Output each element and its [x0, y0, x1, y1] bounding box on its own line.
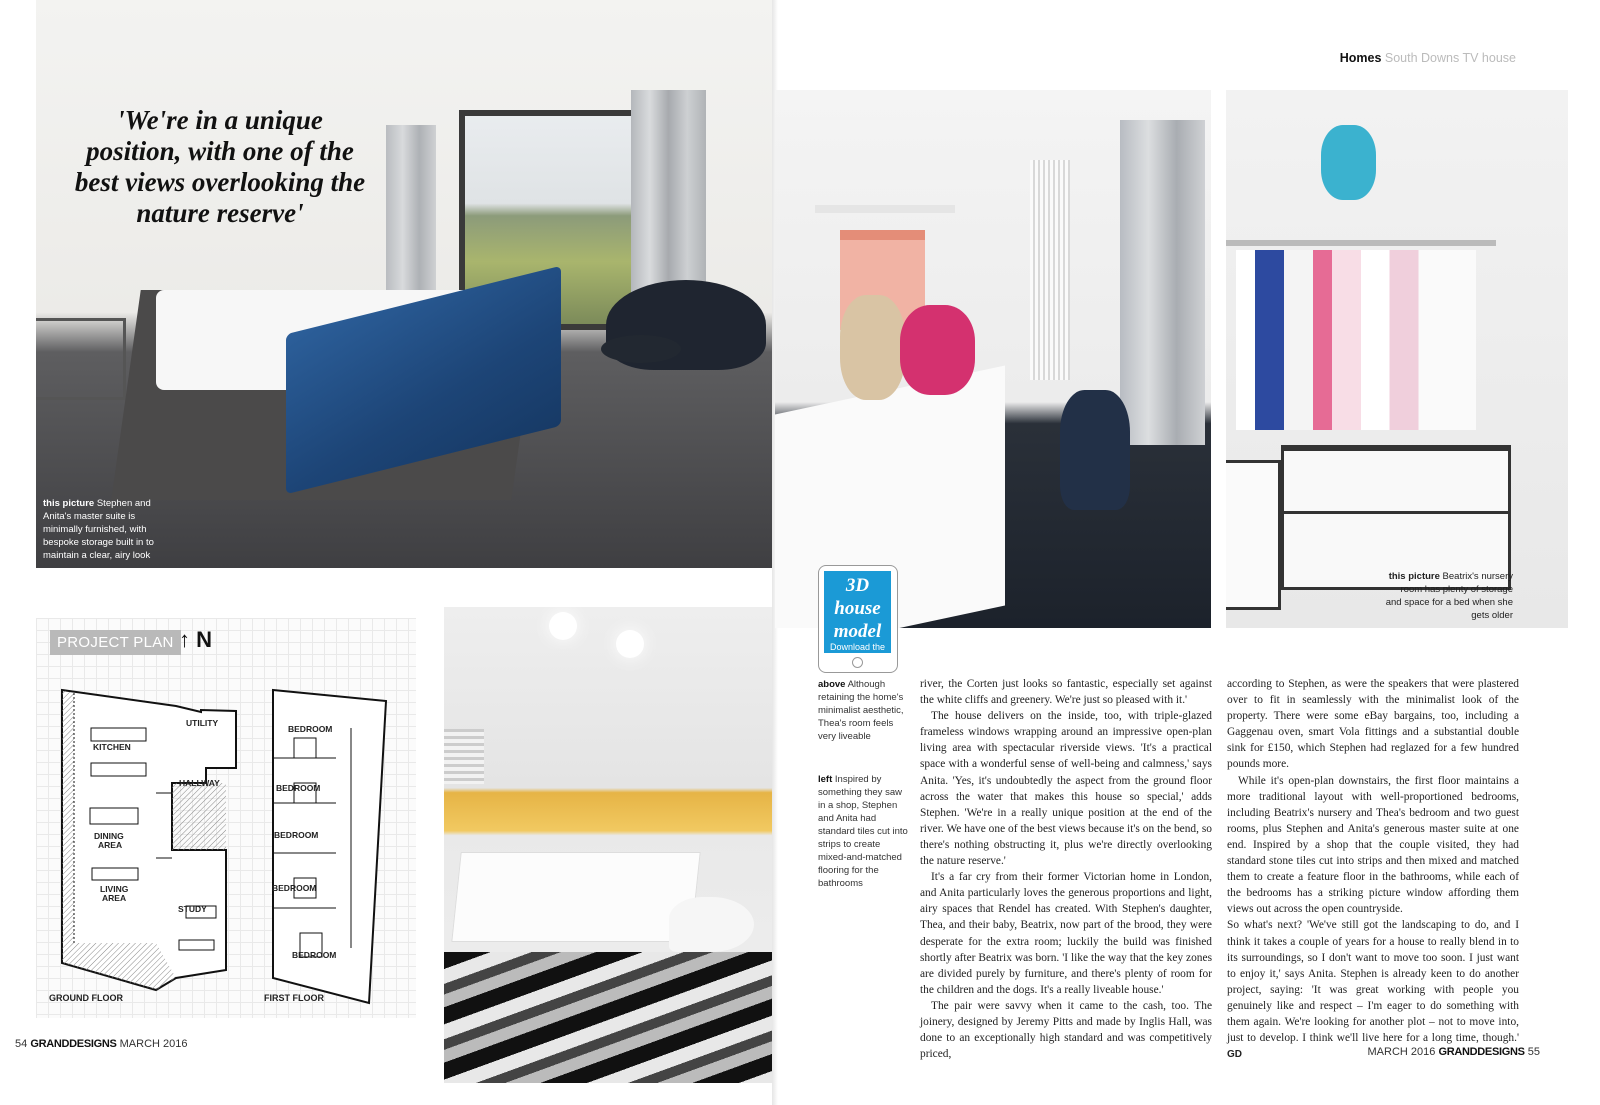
- caption-text: Stephen and Anita's master suite is minimally furnished, with bespoke storage built in to maintain a clear, airy look: [43, 498, 154, 561]
- shelf-unit: [1226, 460, 1281, 610]
- north-arrow: ↑ N: [179, 627, 212, 652]
- 3d-model-app-badge[interactable]: [818, 565, 898, 673]
- girl-reading: [1060, 390, 1130, 510]
- room-bedroom: BEDROOM: [288, 724, 333, 734]
- room-living: LIVING: [100, 884, 129, 894]
- caption-lead: above: [818, 679, 846, 690]
- paragraph: While it's open-plan downstairs, the first floor maintains a more traditional layout with well-proportioned bedrooms, including Beatrix's nursery and Thea's bedroom and two guest rooms, plus Stephen and Anita's generous master suite at one end. Inspired by a shop that the couple visited, they had standard stone tiles cut into strips and then mixed and matched them to create a feature floor in the bathrooms, while each of the bedrooms has a striking picture window affording them views out across the open countryside.: [1227, 774, 1519, 916]
- badge-3d: 3D: [845, 575, 870, 596]
- pink-teddy-bear: [900, 305, 975, 395]
- paragraph: So what's next? 'We've still got the landscaping to do, and I think it takes a couple of years for a house to really blend in to its surroundings, so I don't want to move too soon. I just want to enjoy it,' says Anita. Stephen is already keen to do another project, saying: 'It was great working with people you genuinely like and respect – I'm eager to do something with them again. We're looking for another plot – not to move into, just to develop. I think we'll live here for a long time, though.': [1227, 919, 1519, 1045]
- caption-text: Although retaining the home's minimalist aesthetic, Thea's room feels very liveable: [818, 679, 904, 742]
- side-table: [36, 318, 126, 400]
- bathroom-photo: [444, 607, 772, 1083]
- caption-lead: this picture: [1388, 571, 1440, 582]
- end-mark: GD: [1227, 1049, 1242, 1061]
- caption-above: [818, 678, 910, 743]
- badge-model: model: [833, 621, 882, 642]
- right-folio: [1368, 1046, 1540, 1058]
- floor-plan-drawing: [36, 618, 416, 1018]
- pull-quote: 'We're in a unique position, with one of the best views overlooking the nature reserve': [74, 105, 366, 228]
- app-screen: [824, 571, 891, 664]
- room-dining-area: AREA: [98, 840, 123, 850]
- room-utility: UTILITY: [186, 718, 219, 728]
- body-column-2: [1227, 676, 1519, 1063]
- article-title: South Downs TV house: [1384, 51, 1516, 65]
- paragraph: according to Stephen, as were the speakers that were plastered over to fit in seamlessly with the minimalist look of the property. There were some eBay bargains, too, including a Gaggenau oven, smart Vola fittings and a substantial double sink for £150, which Stephen had reglazed for a few hundred pounds more.: [1227, 678, 1519, 771]
- running-head: [1340, 51, 1516, 65]
- toy-shelf: [815, 205, 955, 213]
- badge-app: GD app: [841, 654, 874, 664]
- room-living-area: AREA: [102, 893, 127, 903]
- badge-download: Download the: [829, 642, 886, 652]
- baby-clothes: [1236, 250, 1476, 430]
- room-bedroom: BEDROOM: [292, 950, 337, 960]
- footstool: [601, 335, 681, 363]
- paragraph: river, the Corten just looks so fantastic, especially set against the white cliffs and greenery. We're just so pleased with it.': [920, 678, 1212, 707]
- paragraph: The house delivers on the inside, too, with triple-glazed frameless windows wrapping around an impressive open-plan living area with spectacular riverside views. 'It's a practical space with a wonderful sense of well-being and calmness,' says Anita. 'Yes, it's undoubtedly the aspect from the ground floor across the water that makes this house so special,' adds Stephen. 'We're in a really unique position at the end of the river. We have one of the best views because it's on the bend, so there's nothing obstructing it, plus we're directly overlooking the nature reserve.': [920, 710, 1212, 868]
- room-kitchen: KITCHEN: [93, 742, 131, 752]
- issue-date: MARCH 2016: [1367, 1046, 1436, 1058]
- caption-text: Inspired by something they saw in a shop, Stephen and Anita had standard tiles cut into strips to create mixed-and-matched flooring for the bathrooms: [818, 774, 908, 889]
- page-number: 55: [1527, 1046, 1540, 1058]
- drawers: [1281, 445, 1511, 590]
- room-bedroom: BEDROOM: [274, 830, 319, 840]
- ground-floor-label: GROUND FLOOR: [49, 993, 123, 1003]
- home-button-icon: [852, 657, 863, 668]
- paragraph: It's a far cry from their former Victorian home in London, and Anita particularly loves the generous proportions and light, airy spaces that Rendel has created. With Stephen's daughter, Thea, and their baby, Beatrix, now part of the brood, they were desperate for the extra room; luckily the build was finished shortly after Beatrix was born. 'I like the way that the key zones are divided purely by furniture, and there's plenty of room for the children and the dogs. It's a really liveable house.': [920, 871, 1212, 996]
- towel-rail: [444, 729, 484, 784]
- caption-left: [818, 773, 910, 890]
- ground-floor-plan: [62, 690, 236, 990]
- nursery-caption: [1385, 570, 1513, 622]
- nursery-photo: [1226, 90, 1568, 628]
- section-name: Homes: [1339, 51, 1382, 65]
- brand: GRANDDESIGNS: [1438, 1046, 1525, 1058]
- project-plan: [36, 618, 416, 1018]
- clothes-rail: [1226, 240, 1496, 246]
- bedroom-caption: [43, 497, 168, 562]
- radiator: [1030, 160, 1070, 380]
- ceiling-light: [616, 630, 644, 658]
- paragraph: The pair were savvy when it came to the cash, too. The joinery, designed by Jeremy Pitts and made by Inglis Hall, was done to an exceptionally high standard and was competitively priced,: [920, 999, 1212, 1061]
- brand: GRANDDESIGNS: [30, 1038, 117, 1050]
- caption-text: Beatrix's nursery room has plenty of storage and space for a bed when she gets older: [1385, 571, 1513, 621]
- room-bedroom: BEDROOM: [272, 883, 317, 893]
- room-dining: DINING: [94, 831, 124, 841]
- badge-house: house: [834, 598, 881, 619]
- balloon-dog: [1321, 125, 1376, 200]
- curtain: [1120, 120, 1205, 445]
- room-bedroom: BEDROOM: [276, 783, 321, 793]
- first-floor-label: FIRST FLOOR: [264, 993, 324, 1003]
- caption-lead: this picture: [43, 498, 95, 509]
- body-column-1: [920, 676, 1212, 1062]
- striped-marble-floor: [444, 952, 772, 1083]
- room-study: STUDY: [178, 904, 207, 914]
- double-sink: [451, 852, 700, 942]
- issue-date: MARCH 2016: [119, 1038, 188, 1050]
- ceiling-light: [549, 612, 577, 640]
- thea-bedroom-photo: [775, 90, 1211, 628]
- left-folio: [15, 1038, 187, 1050]
- room-hallway: HALLWAY: [179, 778, 220, 788]
- wall-hung-toilet: [669, 897, 754, 952]
- caption-lead: left: [818, 774, 833, 785]
- page-number: 54: [15, 1038, 28, 1050]
- master-bedroom-photo: [36, 0, 772, 568]
- plan-title: PROJECT PLAN: [50, 630, 181, 655]
- teddy-bear: [840, 295, 905, 400]
